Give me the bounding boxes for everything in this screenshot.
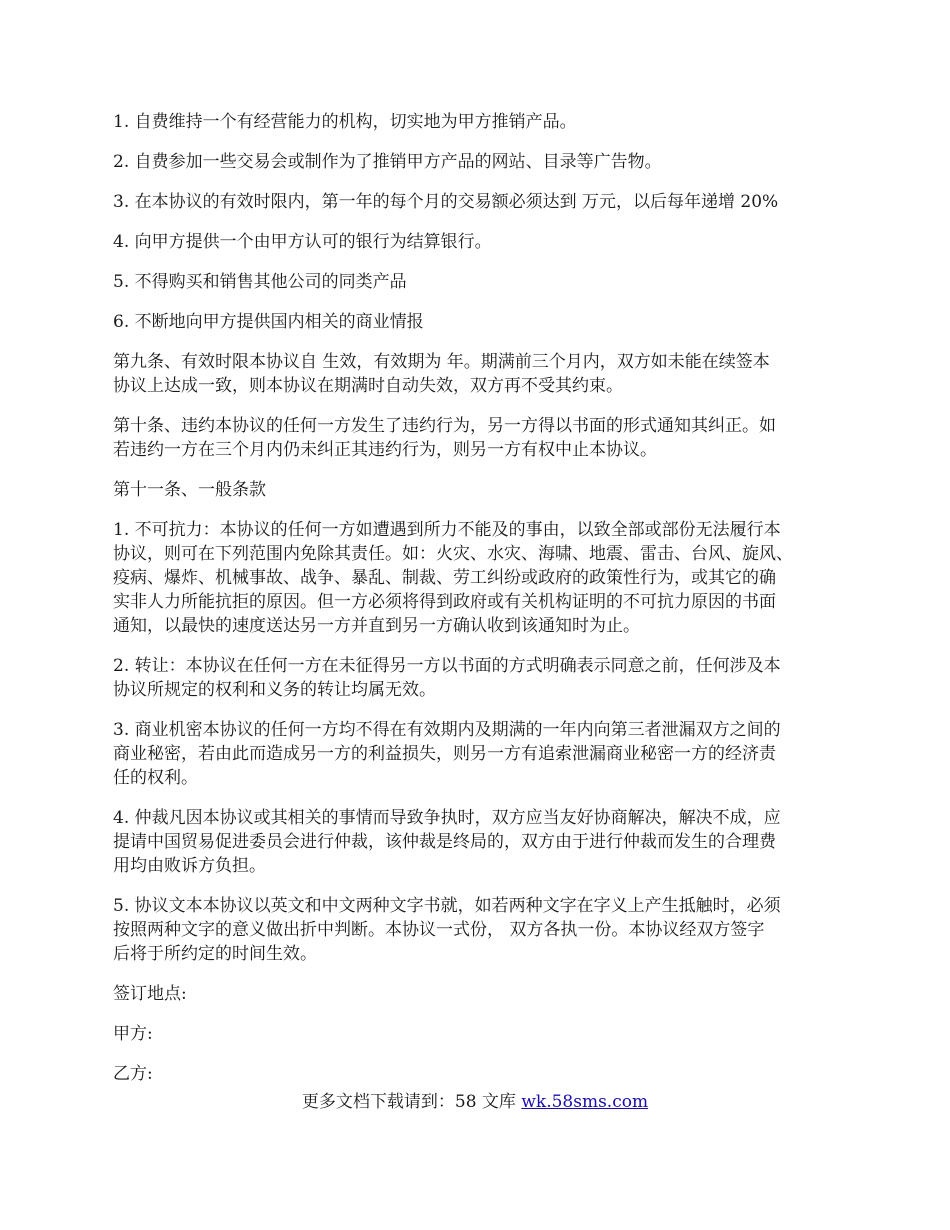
clause-item-4: 4. 向甲方提供一个由甲方认可的银行为结算银行。	[113, 232, 492, 252]
clause-item-2: 2. 自费参加一些交易会或制作为了推销甲方产品的网站、目录等广告物。	[113, 152, 662, 172]
general-clause-transfer: 2. 转让：本协议在任何一方在未征得另一方以书面的方式明确表示同意之前，任何涉及本 协议所规定的权利和义务的转让均属无效。	[113, 656, 781, 700]
footer	[0, 1090, 950, 1114]
clause-item-1: 1. 自费维持一个有经营能力的机构，切实地为甲方推销产品。	[113, 112, 577, 132]
document-body	[113, 110, 843, 1102]
party-a-label: 甲方:	[113, 1024, 153, 1044]
article-11-heading: 第十一条、一般条款	[113, 480, 266, 500]
general-clause-force-majeure: 1. 不可抗力：本协议的任何一方如遭遇到所力不能及的事由，以致全部或部份无法履行本 协议，则可在下列范围内免除其责任。如：火灾、水灾、海啸、地震、雷击、台风、旋风、 疫病、爆炸、机械事故、战争、暴乱、制裁、劳工纠纷或政府的政策性行为，或其它的确 实非人力所能抗拒的原因。但一方必须将得到政府或有关机构证明的不可抗力原因的书面 通知，以最快的速度送达另一方并直到另一方确认收到该通知时为止。	[113, 520, 793, 636]
footer-link[interactable]: wk.58sms.com	[521, 1092, 649, 1112]
general-clause-text-version: 5. 协议文本本协议以英文和中文两种文字书就，如若两种文字在字义上产生抵触时，必须 按照两种文字的意义做出折中判断。本协议一式份， 双方各执一份。本协议经双方签字 后将于所约定的时间生效。	[113, 896, 781, 964]
general-clause-confidentiality: 3. 商业机密本协议的任何一方均不得在有效期内及期满的一年内向第三者泄漏双方之间的 商业秘密，若由此而造成另一方的利益损失，则另一方有追索泄漏商业秘密一方的经济责 任的权利。	[113, 720, 781, 788]
party-b-label: 乙方:	[113, 1064, 153, 1084]
signing-place-label: 签订地点:	[113, 984, 187, 1004]
article-10-breach: 第十条、违约本协议的任何一方发生了违约行为，另一方得以书面的形式通知其纠正。如 若违约一方在三个月内仍未纠正其违约行为，则另一方有权中止本协议。	[113, 416, 776, 460]
footer-text: 更多文档下载请到：58 文库	[301, 1092, 522, 1112]
clause-item-5: 5. 不得购买和销售其他公司的同类产品	[113, 272, 407, 292]
clause-item-3: 3. 在本协议的有效时限内，第一年的每个月的交易额必须达到 万元，以后每年递增 20%	[113, 192, 779, 212]
article-9-validity: 第九条、有效时限本协议自 生效，有效期为 年。期满前三个月内，双方如未能在续签本 协议上达成一致，则本协议在期满时自动失效，双方再不受其约束。	[113, 352, 770, 396]
clause-item-6: 6. 不断地向甲方提供国内相关的商业情报	[113, 312, 424, 332]
general-clause-arbitration: 4. 仲裁凡因本协议或其相关的事情而导致争执时，双方应当友好协商解决，解决不成，应 提请中国贸易促进委员会进行仲裁，该仲裁是终局的，双方由于进行仲裁而发生的合理费 用均由败诉方负担。	[113, 808, 781, 876]
